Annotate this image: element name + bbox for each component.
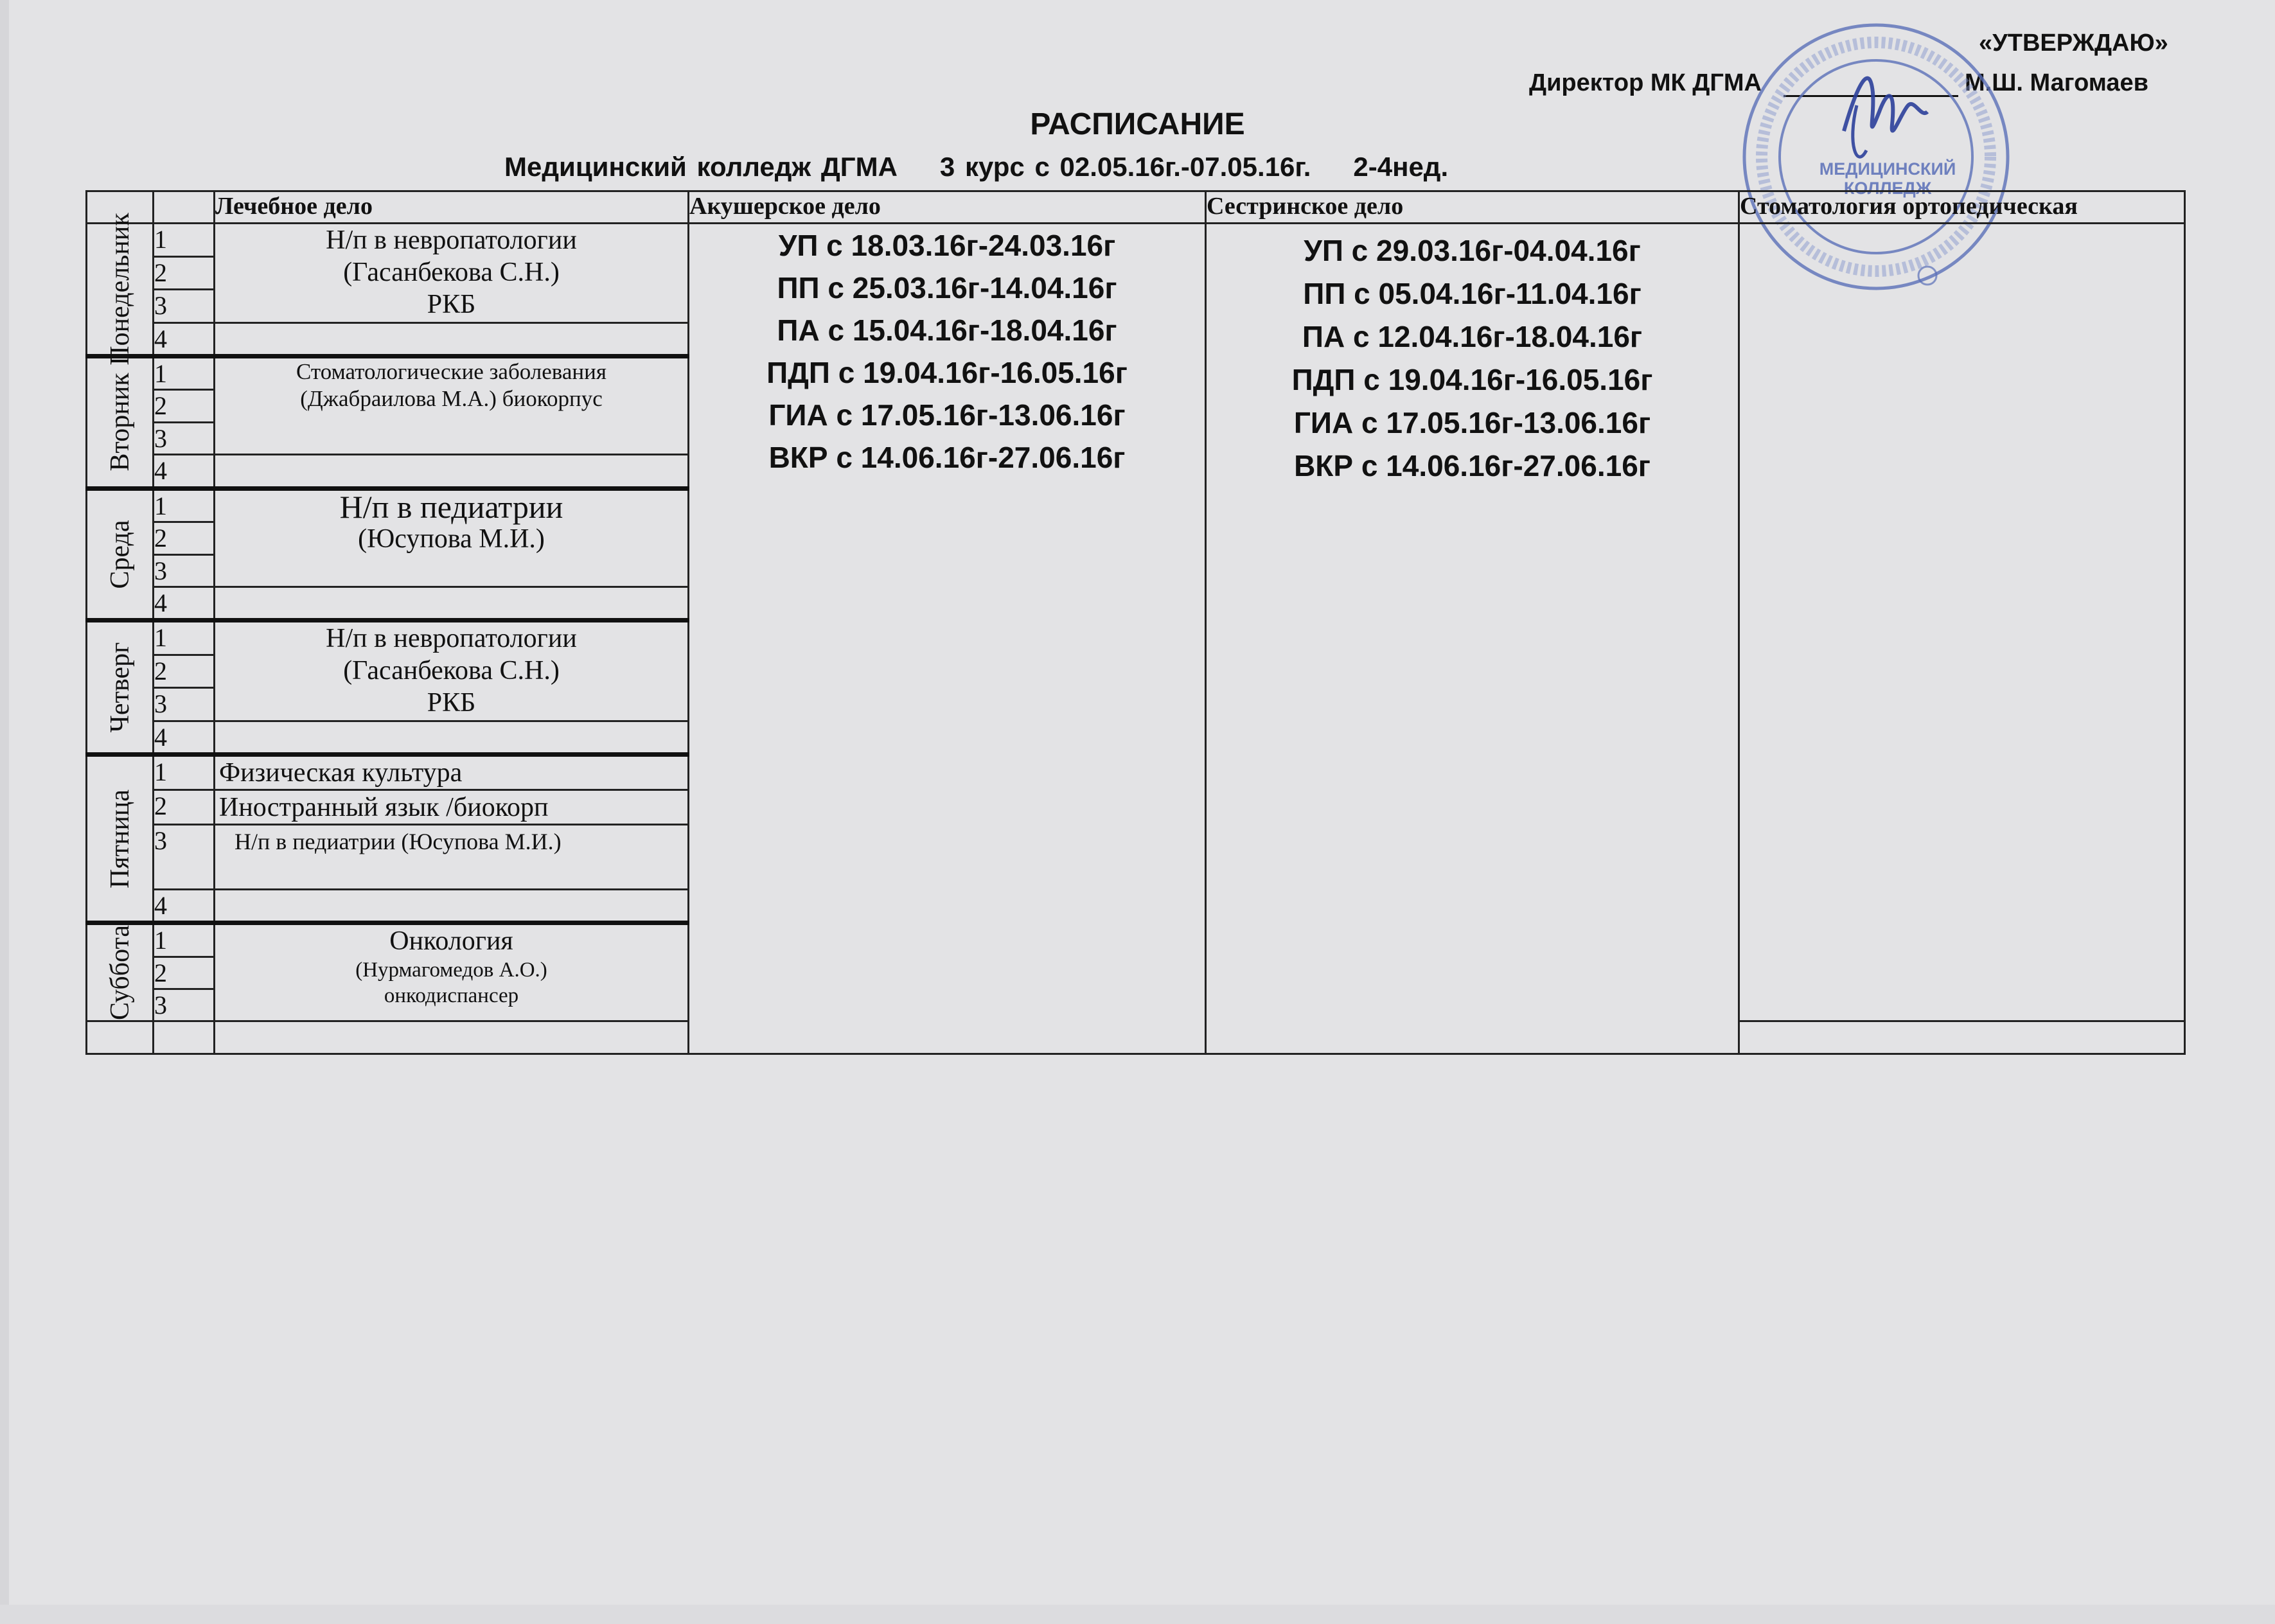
stamp-line-2: КОЛЛЕДЖ bbox=[1843, 179, 1932, 198]
lesson-number: 3 bbox=[154, 290, 215, 322]
lesson-number: 3 bbox=[154, 422, 215, 454]
lesson-number: 4 bbox=[154, 322, 215, 356]
practice-item: УП с 18.03.16г-24.03.16г bbox=[778, 229, 1116, 263]
column-header-stomatologia: Стоматология ортопедическая bbox=[1739, 191, 2185, 224]
subject-name: Стоматологические заболевания bbox=[296, 359, 606, 385]
practice-item: ВКР с 14.06.16г-27.06.16г bbox=[1294, 449, 1651, 483]
lesson-number: 2 bbox=[154, 390, 215, 422]
lech-monday-cell bbox=[215, 224, 689, 322]
akusherskoe-practice-cell bbox=[689, 224, 1206, 1054]
day-label: Понедельник bbox=[105, 213, 135, 366]
empty-cell bbox=[215, 587, 689, 620]
lesson-number: 1 bbox=[154, 923, 215, 957]
header-empty-num bbox=[154, 191, 215, 224]
page-subtitle bbox=[504, 152, 1491, 182]
practice-item: ГИА с 17.05.16г-13.06.16г bbox=[768, 398, 1126, 432]
practice-item: ПП с 25.03.16г-14.04.16г bbox=[777, 271, 1117, 305]
empty-cell bbox=[1739, 1021, 2185, 1054]
teacher-name: (Нурмагомедов А.О.) bbox=[355, 958, 547, 982]
practice-item: ПП с 05.04.16г-11.04.16г bbox=[1303, 277, 1642, 311]
subject-name: Н/п в невропатологии bbox=[326, 225, 577, 256]
lesson-number: 1 bbox=[154, 357, 215, 390]
empty-cell bbox=[215, 889, 689, 922]
practice-item: ГИА с 17.05.16г-13.06.16г bbox=[1293, 406, 1651, 440]
approval-name: М.Ш. Магомаев bbox=[1965, 69, 2149, 96]
day-monday bbox=[87, 213, 154, 366]
subject-name: Онкология bbox=[389, 926, 513, 957]
practice-item: ВКР с 14.06.16г-27.06.16г bbox=[768, 441, 1126, 475]
lesson-number: 3 bbox=[154, 824, 215, 889]
lech-thursday-cell bbox=[215, 621, 689, 721]
empty-cell bbox=[215, 1021, 689, 1054]
schedule-table bbox=[85, 190, 2186, 1055]
practice-item: УП с 29.03.16г-04.04.16г bbox=[1304, 234, 1641, 268]
lesson-number: 2 bbox=[154, 790, 215, 824]
scan-edge-bottom bbox=[0, 1605, 2275, 1624]
lesson-number: 3 bbox=[154, 989, 215, 1021]
page-title: РАСПИСАНИЕ bbox=[1030, 107, 1245, 141]
column-header-lechebnoe: Лечебное дело bbox=[215, 191, 689, 224]
day-label: Вторник bbox=[105, 373, 135, 472]
lesson-number: 1 bbox=[154, 488, 215, 522]
day-label: Суббота bbox=[105, 925, 135, 1021]
practice-item: ПДП с 19.04.16г-16.05.16г bbox=[1291, 363, 1653, 397]
lesson-number: 4 bbox=[154, 889, 215, 922]
teacher-name: (Гасанбекова С.Н.) bbox=[343, 258, 560, 288]
lech-tuesday-cell bbox=[215, 357, 689, 455]
practice-item: ПА с 12.04.16г-18.04.16г bbox=[1302, 320, 1643, 354]
day-label: Пятница bbox=[105, 789, 135, 888]
empty-cell bbox=[215, 322, 689, 356]
lesson-number: 4 bbox=[154, 721, 215, 754]
day-saturday bbox=[87, 923, 154, 1021]
day-thursday bbox=[87, 621, 154, 755]
subject-name: Н/п в педиатрии bbox=[339, 488, 563, 525]
location: РКБ bbox=[427, 290, 476, 320]
practice-item: ПДП с 19.04.16г-16.05.16г bbox=[766, 356, 1128, 390]
header-row bbox=[87, 191, 2185, 224]
lech-friday-1: Физическая культура bbox=[215, 755, 689, 790]
scan-edge bbox=[0, 0, 9, 1624]
location: РКБ bbox=[427, 688, 476, 718]
teacher-name: (Джабраилова М.А.) биокорпус bbox=[300, 386, 603, 412]
day-tuesday bbox=[87, 357, 154, 489]
table-row bbox=[87, 224, 2185, 256]
lesson-number: 1 bbox=[154, 621, 215, 655]
teacher-name: (Юсупова М.И.) bbox=[358, 524, 545, 554]
subject-name: Н/п в невропатологии bbox=[326, 624, 577, 654]
day-wednesday bbox=[87, 488, 154, 621]
lech-friday-2: Иностранный язык /биокорп bbox=[215, 790, 689, 824]
empty-cell bbox=[215, 455, 689, 488]
day-friday bbox=[87, 755, 154, 923]
approval-title: «УТВЕРЖДАЮ» bbox=[1979, 30, 2168, 57]
lech-friday-3: Н/п в педиатрии (Юсупова М.И.) bbox=[215, 824, 689, 889]
lesson-number: 4 bbox=[154, 587, 215, 620]
day-label: Среда bbox=[105, 520, 135, 589]
empty-cell bbox=[87, 1021, 154, 1054]
column-header-sestrinskoe: Сестринское дело bbox=[1206, 191, 1739, 224]
lesson-number: 2 bbox=[154, 655, 215, 687]
teacher-name: (Гасанбекова С.Н.) bbox=[343, 656, 560, 686]
lesson-number: 3 bbox=[154, 688, 215, 721]
approval-director: Директор МК ДГМА bbox=[1529, 69, 1762, 96]
sestrinskoe-practice-cell bbox=[1206, 224, 1739, 1054]
day-label: Четверг bbox=[105, 642, 135, 733]
lech-saturday-cell bbox=[215, 923, 689, 1021]
lesson-number: 3 bbox=[154, 554, 215, 587]
subtitle-weeks: 2-4нед. bbox=[1353, 152, 1449, 182]
location: онкодиспансер bbox=[384, 984, 519, 1008]
practice-item: ПА с 15.04.16г-18.04.16г bbox=[777, 313, 1117, 348]
lesson-number: 2 bbox=[154, 256, 215, 289]
lech-wednesday-cell bbox=[215, 488, 689, 587]
lesson-number: 2 bbox=[154, 957, 215, 989]
stamp-line-1: МЕДИЦИНСКИЙ bbox=[1819, 159, 1956, 179]
lesson-number: 1 bbox=[154, 755, 215, 790]
subtitle-college: Медицинский колледж ДГМА bbox=[504, 152, 898, 182]
empty-cell bbox=[215, 721, 689, 754]
lesson-number: 2 bbox=[154, 522, 215, 554]
column-header-akusherskoe: Акушерское дело bbox=[689, 191, 1206, 224]
subtitle-course: 3 курс с 02.05.16г.-07.05.16г. bbox=[939, 152, 1311, 182]
empty-cell bbox=[154, 1021, 215, 1054]
stomatologia-cell bbox=[1739, 224, 2185, 1021]
lesson-number: 4 bbox=[154, 455, 215, 488]
lesson-number: 1 bbox=[154, 224, 215, 256]
